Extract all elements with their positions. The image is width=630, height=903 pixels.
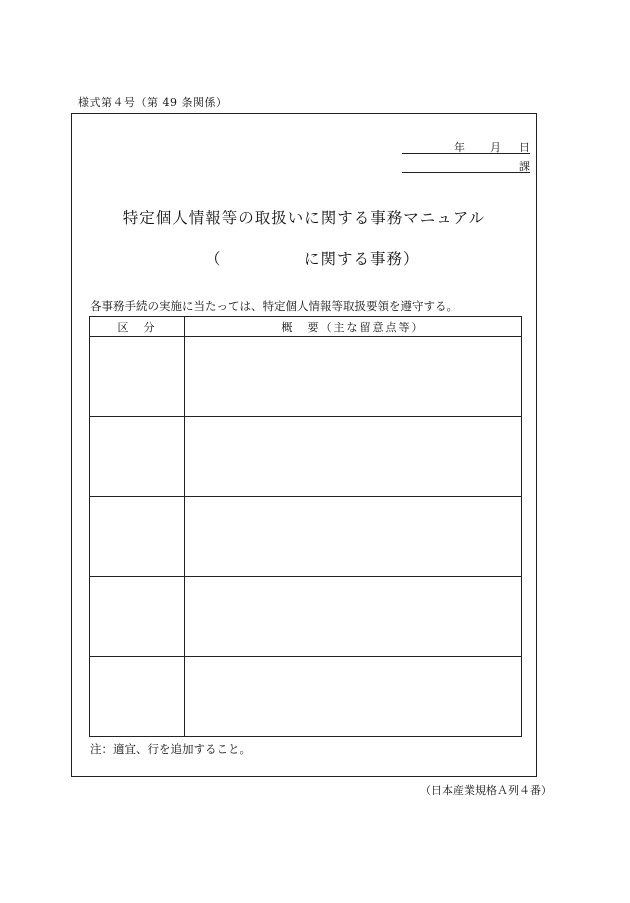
day-label: 日 (519, 141, 530, 154)
date-line (402, 139, 530, 154)
summary-cell[interactable] (185, 417, 522, 497)
form-number: 様式第４号（第 49 条関係） (78, 96, 228, 109)
category-cell[interactable] (90, 577, 185, 657)
table-row (90, 417, 522, 497)
document-title: 特定個人情報等の取扱いに関する事務マニュアル (122, 209, 486, 227)
month-label: 月 (490, 141, 501, 154)
category-cell[interactable] (90, 417, 185, 497)
summary-cell[interactable] (185, 577, 522, 657)
paper-standard-label: （日本産業規格Ａ列４番） (420, 784, 552, 797)
category-cell[interactable] (90, 497, 185, 577)
table-row (90, 657, 522, 737)
table-header-row (90, 317, 522, 337)
subtitle-open-paren: （ (205, 250, 221, 268)
form-frame (71, 113, 537, 777)
footnote: 注：適宜、行を追加すること。 (90, 742, 251, 756)
category-cell[interactable] (90, 337, 185, 417)
header-summary: 概 要（主な留意点等） (185, 317, 522, 337)
table-row (90, 497, 522, 577)
subtitle-text: に関する事務） (304, 250, 420, 268)
summary-cell[interactable] (185, 657, 522, 737)
header-category: 区 分 (90, 317, 185, 337)
table-row (90, 337, 522, 417)
instruction-text: 各事務手続の実施に当たっては、特定個人情報等取扱要領を遵守する。 (90, 299, 458, 313)
year-label: 年 (454, 141, 465, 154)
category-cell[interactable] (90, 657, 185, 737)
summary-cell[interactable] (185, 497, 522, 577)
summary-cell[interactable] (185, 337, 522, 417)
department-line (402, 158, 530, 173)
manual-table (89, 316, 522, 737)
department-label: 課 (519, 160, 530, 173)
table-row (90, 577, 522, 657)
